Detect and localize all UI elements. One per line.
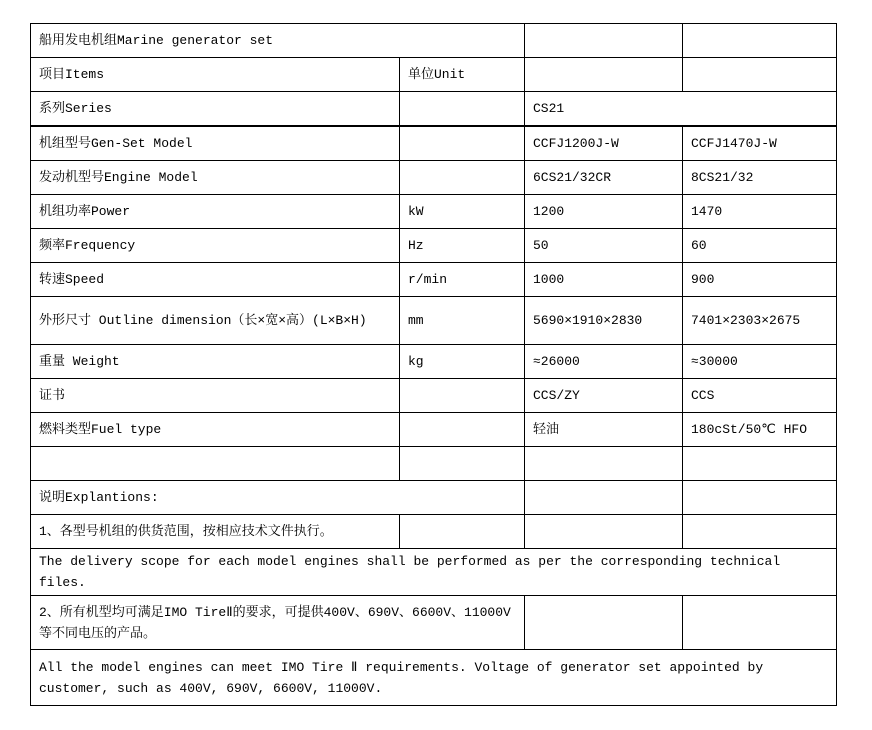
series-label-cell: 系列Series	[31, 92, 400, 127]
table-row	[31, 92, 837, 127]
spec-unit-cell	[400, 126, 525, 161]
spec-value-cell: ≈30000	[683, 345, 837, 379]
table-row	[31, 549, 837, 596]
table-row	[31, 596, 837, 650]
empty-cell	[400, 447, 525, 481]
table-row	[31, 650, 837, 706]
spec-unit-cell: kg	[400, 345, 525, 379]
empty-cell	[683, 481, 837, 515]
empty-cell	[31, 447, 400, 481]
spec-value-cell: 50	[525, 229, 683, 263]
empty-cell	[525, 58, 683, 92]
empty-cell	[525, 447, 683, 481]
spec-unit-cell	[400, 379, 525, 413]
spec-value-cell: 180cSt/50℃ HFO	[683, 413, 837, 447]
spec-unit-cell: r/min	[400, 263, 525, 297]
empty-cell	[525, 24, 683, 58]
empty-cell	[683, 515, 837, 549]
spec-label-cell: 频率Frequency	[31, 229, 400, 263]
spec-value-cell: 1000	[525, 263, 683, 297]
spec-value-cell: ≈26000	[525, 345, 683, 379]
spec-label-cell: 外形尺寸 Outline dimension（长×宽×高）(L×B×H)	[31, 297, 400, 345]
items-header-cell: 项目Items	[31, 58, 400, 92]
note1-cn-cell: 1、各型号机组的供货范围，按相应技术文件执行。	[31, 515, 400, 549]
table-row	[31, 379, 837, 413]
empty-cell	[400, 92, 525, 127]
series-value-cell: CS21	[525, 92, 837, 127]
spec-label-cell: 燃料类型Fuel type	[31, 413, 400, 447]
table-row	[31, 229, 837, 263]
spec-value-cell: CCFJ1470J-W	[683, 126, 837, 161]
table-row	[31, 24, 837, 58]
spec-label-cell: 转速Speed	[31, 263, 400, 297]
table-title: 船用发电机组Marine generator set	[31, 24, 525, 58]
empty-cell	[683, 24, 837, 58]
table-row	[31, 447, 837, 481]
note1-en-cell: The delivery scope for each model engines shall be performed as per the corresponding technical files.	[31, 549, 837, 596]
spec-value-cell: CCS	[683, 379, 837, 413]
marine-generator-spec-table	[30, 23, 837, 706]
table-row	[31, 195, 837, 229]
empty-cell	[400, 515, 525, 549]
empty-cell	[525, 596, 683, 650]
table-row	[31, 297, 837, 345]
spec-label-cell: 机组功率Power	[31, 195, 400, 229]
table-row	[31, 481, 837, 515]
table-row	[31, 345, 837, 379]
spec-value-cell: 8CS21/32	[683, 161, 837, 195]
spec-label-cell: 发动机型号Engine Model	[31, 161, 400, 195]
notes-heading-cell: 说明Explantions:	[31, 481, 525, 515]
empty-cell	[525, 515, 683, 549]
spec-value-cell: 60	[683, 229, 837, 263]
spec-label-cell: 证书	[31, 379, 400, 413]
spec-value-cell: 6CS21/32CR	[525, 161, 683, 195]
spec-value-cell: 1470	[683, 195, 837, 229]
spec-unit-cell	[400, 413, 525, 447]
empty-cell	[525, 481, 683, 515]
empty-cell	[683, 58, 837, 92]
spec-unit-cell	[400, 161, 525, 195]
spec-value-cell: 7401×2303×2675	[683, 297, 837, 345]
spec-label-cell: 机组型号Gen-Set Model	[31, 126, 400, 161]
table-row	[31, 161, 837, 195]
unit-header-cell: 单位Unit	[400, 58, 525, 92]
note2-cn-cell: 2、所有机型均可满足IMO TireⅡ的要求，可提供400V、690V、6600V、11000V等不同电压的产品。	[31, 596, 525, 650]
spec-label-cell: 重量 Weight	[31, 345, 400, 379]
spec-value-cell: 900	[683, 263, 837, 297]
spec-value-cell: CCS/ZY	[525, 379, 683, 413]
spec-value-cell: 5690×1910×2830	[525, 297, 683, 345]
table-row	[31, 413, 837, 447]
table-row	[31, 515, 837, 549]
spec-unit-cell: kW	[400, 195, 525, 229]
spec-value-cell: CCFJ1200J-W	[525, 126, 683, 161]
empty-cell	[683, 596, 837, 650]
table-row	[31, 263, 837, 297]
empty-cell	[683, 447, 837, 481]
spec-value-cell: 轻油	[525, 413, 683, 447]
note2-en-cell: All the model engines can meet IMO Tire Ⅱ requirements. Voltage of generator set appointed by customer, such as 400V, 690V, 6600V, 11000V.	[31, 650, 837, 706]
spec-unit-cell: Hz	[400, 229, 525, 263]
table-row	[31, 58, 837, 92]
spec-unit-cell: mm	[400, 297, 525, 345]
table-row	[31, 126, 837, 161]
spec-value-cell: 1200	[525, 195, 683, 229]
